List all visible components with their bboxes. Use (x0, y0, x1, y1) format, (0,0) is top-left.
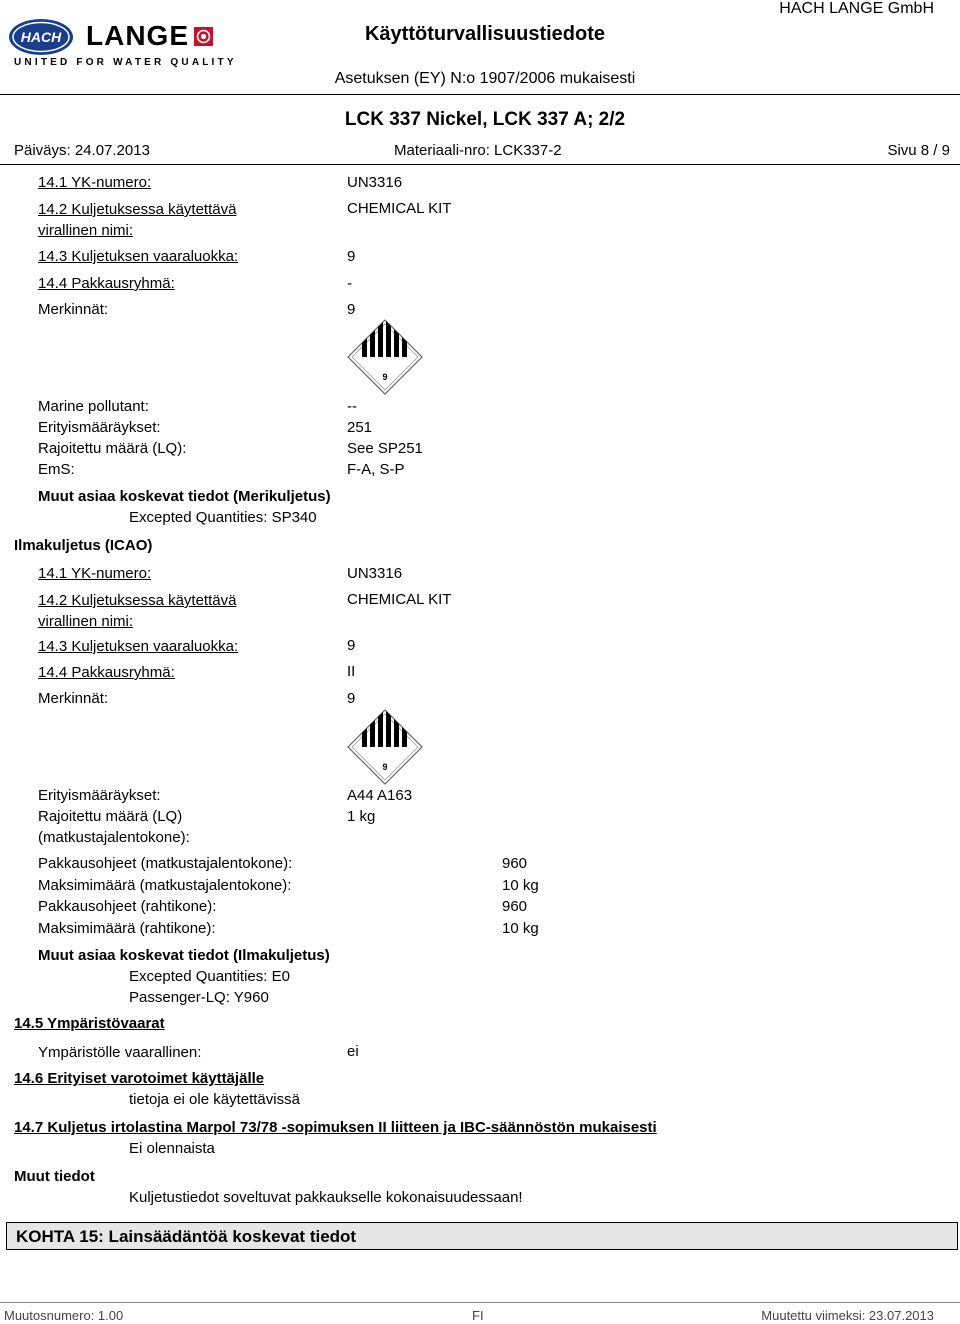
sea-special-value: 251 (347, 419, 373, 436)
regulation-reference: Asetuksen (EY) N:o 1907/2006 mukaisesti (334, 70, 636, 87)
air-pack-label: 14.4 Pakkausryhmä: (38, 664, 175, 681)
air-un-value: UN3316 (347, 565, 403, 582)
meta-divider (0, 164, 960, 165)
lange-logo-text: LANGE (86, 20, 189, 51)
max-cargo-value: 10 kg (502, 920, 539, 937)
air-other-value-1: Excepted Quantities: E0 (129, 968, 290, 985)
air-lq-value: 1 kg (347, 808, 376, 825)
product-name: LCK 337 Nickel, LCK 337 A; 2/2 (344, 109, 626, 130)
air-class-value: 9 (347, 637, 356, 654)
sea-lq-value: See SP251 (347, 440, 423, 457)
sea-other-value: Excepted Quantities: SP340 (129, 509, 317, 526)
air-pack-value: II (347, 663, 356, 680)
revision-number: Muutosnumero: 1.00 (4, 1308, 124, 1323)
precautions-value: tietoja ei ole käytettävissä (129, 1091, 300, 1108)
air-marks-label: Merkinnät: (38, 690, 109, 707)
air-marks-value: 9 (347, 690, 356, 707)
company-name: HACH LANGE GmbH (779, 0, 934, 17)
sea-marks-label: Merkinnät: (38, 301, 109, 318)
air-other-value-2: Passenger-LQ: Y960 (129, 989, 269, 1006)
air-lq-label: Rajoitettu määrä (LQ) (38, 808, 183, 825)
environment-label: Ympäristölle vaarallinen: (38, 1044, 202, 1061)
max-cargo-label: Maksimimäärä (rahtikone): (38, 920, 216, 937)
sea-lq-label: Rajoitettu määrä (LQ): (38, 440, 187, 457)
sea-marks-value: 9 (347, 301, 356, 318)
air-name-value: CHEMICAL KIT (347, 591, 452, 608)
pack-passenger-value: 960 (502, 855, 528, 872)
sea-pack-value: - (347, 275, 352, 292)
environment-title: 14.5 Ympäristövaarat (14, 1015, 165, 1032)
max-passenger-value: 10 kg (502, 877, 539, 894)
material-number: Materiaali-nro: LCK337-2 (394, 142, 562, 159)
ems-label: EmS: (38, 461, 75, 478)
bulk-transport-title: 14.7 Kuljetus irtolastina Marpol 73/78 -sopimuksen II liitteen ja IBC-säännöstön mukaisesti (14, 1119, 657, 1136)
sea-hazard-label-digit: 9 (382, 372, 388, 382)
marine-pollutant-value: -- (347, 398, 357, 415)
air-section-title: Ilmakuljetus (ICAO) (14, 537, 153, 554)
other-info-value: Kuljetustiedot soveltuvat pakkaukselle kokonaisuudessaan! (129, 1189, 523, 1206)
sea-un-value: UN3316 (347, 174, 403, 191)
sea-name-value: CHEMICAL KIT (347, 200, 452, 217)
hach-logo-text: HACH (20, 29, 62, 45)
sea-pack-label: 14.4 Pakkausryhmä: (38, 275, 175, 292)
lange-target-icon (194, 27, 213, 46)
air-name-label-2: virallinen nimi: (38, 613, 134, 630)
class-9-hazard-label-icon (346, 318, 424, 396)
sea-class-value: 9 (347, 248, 356, 265)
tagline: UNITED FOR WATER QUALITY (14, 57, 237, 68)
sea-name-label-2: virallinen nimi: (38, 222, 134, 239)
sea-special-label: Erityismääräykset: (38, 419, 161, 436)
other-info-title: Muut tiedot (14, 1168, 95, 1185)
footer-divider (0, 1302, 960, 1303)
hach-logo-icon (8, 18, 74, 56)
air-special-value: A44 A163 (347, 787, 413, 804)
air-un-label: 14.1 YK-numero: (38, 565, 152, 582)
pack-passenger-label: Pakkausohjeet (matkustajalentokone): (38, 855, 293, 872)
precautions-title: 14.6 Erityiset varotoimet käyttäjälle (14, 1070, 265, 1087)
header-divider (0, 94, 960, 95)
language-code: FI (472, 1308, 484, 1323)
sea-class-label: 14.3 Kuljetuksen vaaraluokka: (38, 248, 239, 265)
pack-cargo-value: 960 (502, 898, 528, 915)
section-15-header (6, 1222, 958, 1250)
air-special-label: Erityismääräykset: (38, 787, 161, 804)
sea-name-label: 14.2 Kuljetuksessa käytettävä (38, 201, 237, 218)
air-hazard-label-digit: 9 (382, 762, 388, 772)
marine-pollutant-label: Marine pollutant: (38, 398, 149, 415)
sea-other-title: Muut asiaa koskevat tiedot (Merikuljetus) (38, 488, 331, 505)
document-date: Päiväys: 24.07.2013 (14, 142, 150, 159)
class-9-hazard-label-icon (346, 708, 424, 786)
pack-cargo-label: Pakkausohjeet (rahtikone): (38, 898, 217, 915)
bulk-transport-value: Ei olennaista (129, 1140, 215, 1157)
document-title: Käyttöturvallisuustiedote (364, 23, 606, 45)
ems-value: F-A, S-P (347, 461, 405, 478)
air-other-title: Muut asiaa koskevat tiedot (Ilmakuljetus) (38, 947, 330, 964)
page-number: Sivu 8 / 9 (887, 142, 950, 159)
sea-un-label: 14.1 YK-numero: (38, 174, 152, 191)
section-15-title: KOHTA 15: Lainsäädäntöä koskevat tiedot (16, 1227, 357, 1246)
air-name-label: 14.2 Kuljetuksessa käytettävä (38, 592, 237, 609)
max-passenger-label: Maksimimäärä (matkustajalentokone): (38, 877, 292, 894)
air-lq-label-2: (matkustajalentokone): (38, 829, 190, 846)
environment-value: ei (347, 1043, 359, 1060)
air-class-label: 14.3 Kuljetuksen vaaraluokka: (38, 638, 239, 655)
last-modified: Muutettu viimeksi: 23.07.2013 (761, 1308, 934, 1323)
